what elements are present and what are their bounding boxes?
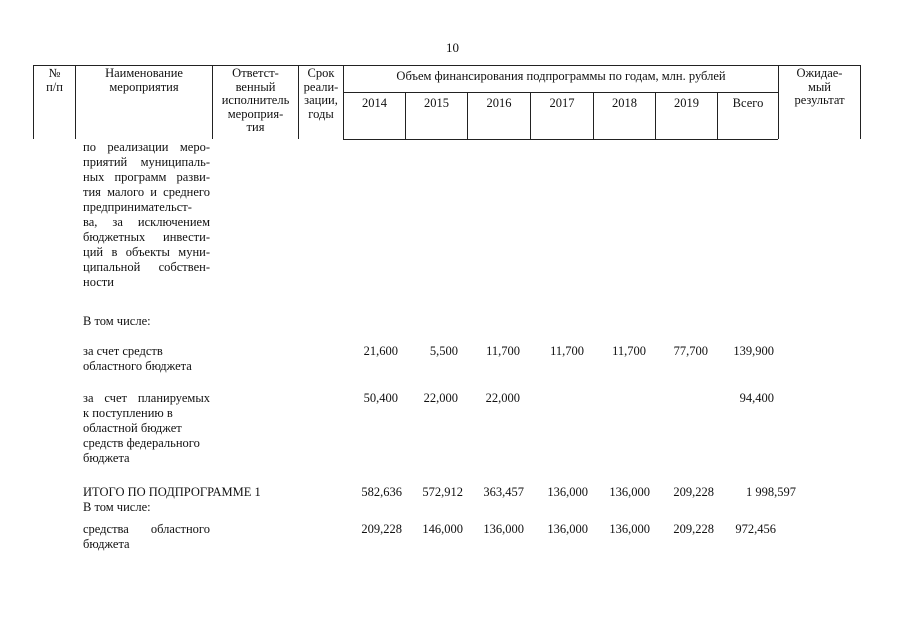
header-year: 2014 [362,96,387,110]
activity-description: по реализации меро- приятий муниципаль- ных программ разви- тия малого и среднего предпринимательст- ва, за исключением бюджетных инвести- ций в объекты муни- ципальной собствен- ности [83,140,210,289]
value-cell: 94,400 [739,391,774,405]
header-year: 2017 [549,96,575,110]
value-cell: 22,000 [485,391,520,405]
value-cell: 363,457 [483,485,524,499]
value-cell: 209,228 [673,485,714,499]
header-num: № п/п [46,66,63,94]
value-cell: 136,000 [547,522,588,536]
value-cell: 22,000 [423,391,458,405]
header-year: 2018 [612,96,637,110]
row-label: за счет средств областного бюджета [83,344,192,373]
value-cell: 139,900 [733,344,774,358]
header-year: 2016 [486,96,512,110]
value-cell: 11,700 [612,344,646,358]
header-term: Срок реали- зации, годы [303,66,339,121]
header-responsible: Ответст- венный исполнитель мероприя- тия [221,66,290,134]
header-funding-title: Объем финансирования подпрограммы по годам, млн. рублей [396,69,726,83]
header-expected-result: Ожидае- мый результат [794,66,845,107]
value-cell: 11,700 [486,344,520,358]
value-cell: 136,000 [609,485,650,499]
value-cell: 209,228 [673,522,714,536]
value-cell: 5,500 [429,344,458,358]
including-label: В том числе: [83,500,151,514]
header-activity-name: Наименование мероприятия [105,66,183,94]
row-label: средства областного бюджета [83,522,210,551]
value-cell: 21,600 [363,344,398,358]
value-cell: 11,700 [550,344,584,358]
header-year: 2015 [424,96,449,110]
value-cell: 209,228 [361,522,402,536]
value-cell: 146,000 [422,522,463,536]
value-cell: 136,000 [609,522,650,536]
value-cell: 50,400 [363,391,398,405]
including-label: В том числе: [83,314,151,328]
row-label: за счет планируемых к поступлению в областной бюджет средств федерального бюджета [83,391,210,465]
value-cell: 1 998,597 [746,485,796,499]
header-year: 2019 [674,96,699,110]
total-label: ИТОГО ПО ПОДПРОГРАММЕ 1 [83,485,261,499]
value-cell: 572,912 [422,485,463,499]
value-cell: 136,000 [483,522,524,536]
page-number: 10 [446,40,459,55]
value-cell: 972,456 [735,522,776,536]
value-cell: 582,636 [361,485,402,499]
header-total: Всего [732,96,764,110]
value-cell: 77,700 [673,344,708,358]
value-cell: 136,000 [547,485,588,499]
